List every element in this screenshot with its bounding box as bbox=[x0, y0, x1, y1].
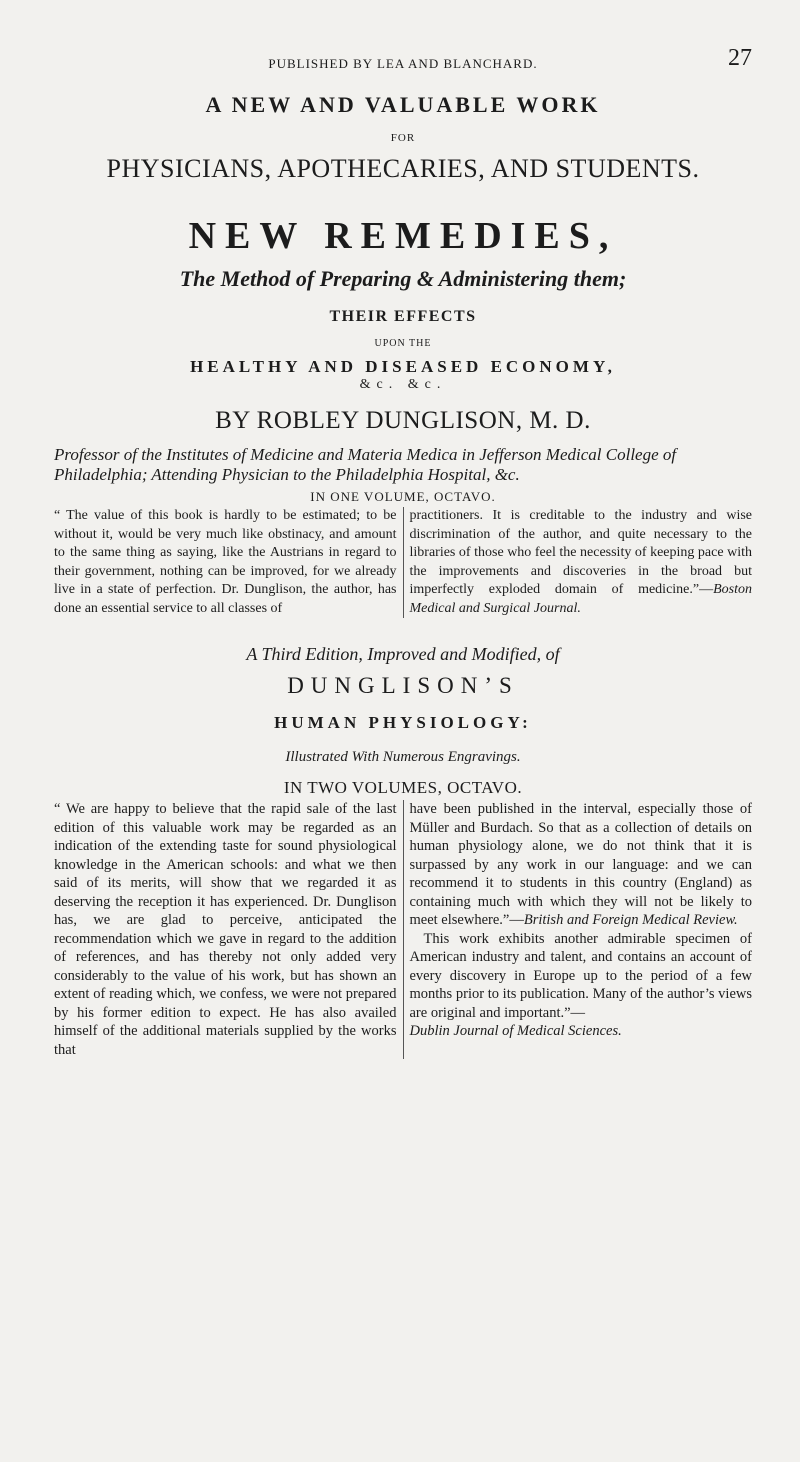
author-name: DUNGLISON’S bbox=[287, 673, 519, 698]
book-subtitle: The Method of Preparing & Administering them; bbox=[179, 266, 627, 291]
review-text: “ The value of this book is hardly to be estimated; to be without it, would be very much like obstinacy, and amount to the same thing as saying, like the Austrians in regard to their government, nothing can be improved, for we already live in a state of perfection. Dr. Dunglison, the author, has done an essential service to all classes of bbox=[54, 508, 397, 616]
review-source: Boston Medical and Surgical Journal. bbox=[409, 582, 752, 616]
physiology-advert bbox=[54, 644, 752, 1059]
author-credentials: Professor of the Institutes of Medicine and Materia Medica in Jefferson Medical College of Philadelphia; Attending Physician to the Philadelphia Hospital, &c. bbox=[54, 445, 677, 484]
review-column-left bbox=[54, 507, 404, 618]
review-text: This work exhibits another admirable specimen of American industry and talent, and contains an account of every discovery in Europe up to the period of a few months prior to its publication. Many of the author’s views are original and important.”— bbox=[409, 930, 752, 1021]
conditions-heading: HEALTHY AND DISEASED ECONOMY, bbox=[190, 357, 616, 376]
etc-line: &c. &c. bbox=[359, 377, 447, 392]
upon-line: UPON THE bbox=[374, 338, 432, 349]
new-remedies-advert bbox=[54, 92, 752, 618]
review-text: have been published in the interval, especially those of Müller and Burdach. So that as a collection of details on human physiology alone, we do not think that it is surpassed by any work in our language: and we can recommend it to students in this country (England) as containing much with which they will not be likely to meet elsewhere.”— bbox=[409, 801, 752, 928]
review-source: Dublin Journal of Medical Sciences. bbox=[409, 1023, 622, 1039]
volumes-info: IN TWO VOLUMES, OCTAVO. bbox=[283, 778, 523, 797]
physiology-review-columns bbox=[54, 800, 752, 1059]
illustrated-line: Illustrated With Numerous Engravings. bbox=[285, 749, 521, 765]
review-source: British and Foreign Medical Review. bbox=[523, 912, 738, 928]
book-title: NEW REMEDIES, bbox=[188, 215, 618, 257]
page-number: 27 bbox=[728, 45, 752, 71]
review-text: “ We are happy to believe that the rapid sale of the last edition of this valuable work may be regarded as an indication of the extending taste for sound physiological knowledge in the American schools: and what we then said of its merits, will show that we regarded it as deserving the reception it has experienced. Dr. Dunglison has, we are glad to perceive, anticipated the recommendation which we gave in regard to the addition of references, and has thereby not only added very considerably to the value of his work, but has shown an extent of reading which, we confess, we were not prepared by his former edition to expect. He has also availed himself of the additional materials supplied by the works that bbox=[54, 801, 397, 1058]
physiology-title: HUMAN PHYSIOLOGY: bbox=[274, 713, 532, 732]
review-columns bbox=[54, 507, 752, 618]
review-column-right bbox=[404, 507, 753, 618]
advert-headline: A NEW AND VALUABLE WORK bbox=[205, 92, 601, 117]
publisher-line: PUBLISHED BY LEA AND BLANCHARD. bbox=[268, 56, 538, 71]
running-head bbox=[54, 0, 752, 78]
review-column-right bbox=[404, 800, 753, 1059]
advert-for: FOR bbox=[390, 132, 416, 144]
review-text: practitioners. It is creditable to the industry and wise discrimination of the author, and quite necessary to the libraries of those who feel the necessity of keeping pace with the improvements and discoveries in the broad but imperfectly exploded domain of medicine.”— bbox=[409, 508, 752, 597]
edition-line: A Third Edition, Improved and Modified, of bbox=[246, 644, 560, 664]
volume-info: IN ONE VOLUME, OCTAVO. bbox=[310, 489, 496, 504]
review-column-left bbox=[54, 800, 404, 1059]
byline: BY ROBLEY DUNGLISON, M. D. bbox=[215, 407, 591, 434]
advert-audience: PHYSICIANS, APOTHECARIES, AND STUDENTS. bbox=[106, 154, 700, 183]
effects-heading: THEIR EFFECTS bbox=[329, 308, 477, 325]
